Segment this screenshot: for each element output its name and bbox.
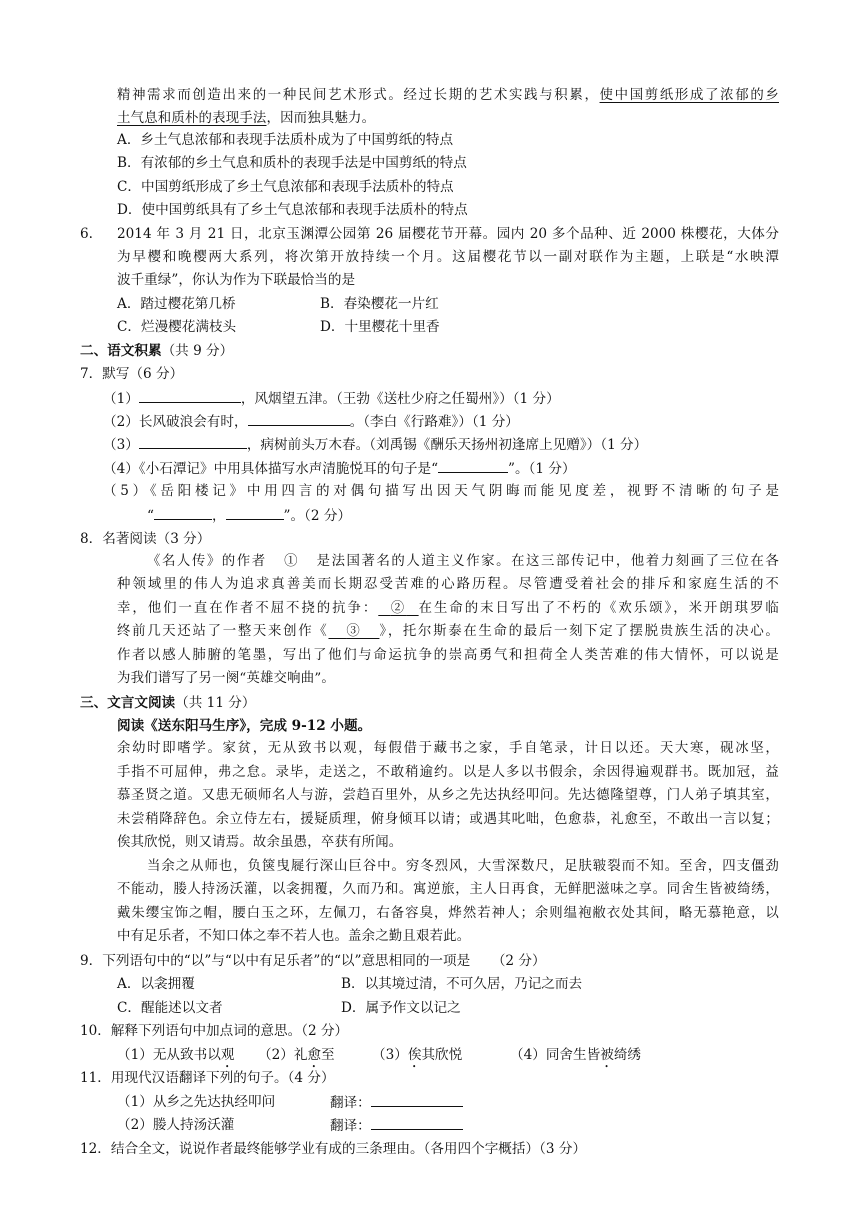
q6-number: 6. bbox=[80, 226, 93, 242]
q7-item-5: （5）《岳阳楼记》中用四言的对偶句描写出因天气阴晦而能见度差，视野不清晰的句子是 bbox=[103, 483, 779, 499]
q11-label: 翻译： bbox=[330, 1118, 371, 1134]
classical-line: 中有足乐者，不知口体之奉不若人也。盖余之勤且艰若此。 bbox=[117, 929, 471, 944]
q5-option-d: D．使中国剪纸具有了乡土气息浓郁和表现手法质朴的特点 bbox=[117, 202, 468, 218]
q10-item-4 bbox=[510, 1045, 641, 1071]
q8-marker-2 bbox=[378, 601, 418, 616]
q10-dotted-word: 俟 bbox=[407, 1047, 422, 1063]
q7-item-1 bbox=[103, 388, 560, 409]
q8-marker-1: ① bbox=[284, 554, 300, 569]
q5-passage-line bbox=[117, 86, 779, 106]
classical-line: 慕圣贤之道。又患无硕师名人与游，尝趋百里外，从乡之先达执经叩问。先达德隆望尊，门人弟子填其室， bbox=[117, 788, 779, 803]
q11-blank-1[interactable] bbox=[371, 1092, 463, 1107]
q5-text: ，因而独具魅力。 bbox=[266, 111, 376, 126]
classical-line: 不能动，媵人持汤沃灌，以衾拥覆，久而乃和。寓逆旅，主人日再食，无鲜肥滋味之享。同舍生皆被绮绣， bbox=[117, 882, 779, 897]
q5-option-c: C．中国剪纸形成了乡土气息浓郁和表现手法质朴的特点 bbox=[117, 179, 454, 195]
q11-blank-2[interactable] bbox=[371, 1115, 463, 1130]
classical-line: 余幼时即嗜学。家贫，无从致书以观，每假借于藏书之家，手自笔录，计日以还。天大寒，砚冰坚， bbox=[117, 741, 779, 756]
q5-underlined: 土气息和质朴的表现手法 bbox=[117, 111, 267, 126]
q8-passage-line bbox=[117, 599, 779, 619]
classical-line: 手指不可屈伸，弗之怠。录毕，走送之，不敢稍逾约。以是人多以书假余，余因得遍观群书。既加冠，益 bbox=[117, 765, 779, 780]
q7-text: ，病树前头万木春。（刘禹锡《酬乐天扬州初逢席上见赠》）（1 分） bbox=[246, 437, 648, 453]
section-title: 二、语文积累 bbox=[80, 343, 162, 359]
reading-instruction: 阅读《送东阳马生序》，完成 9-12 小题。 bbox=[117, 718, 372, 734]
q11-answer-2 bbox=[330, 1115, 463, 1136]
q8-passage-line bbox=[147, 552, 779, 572]
q10-text: （2）礼 bbox=[258, 1047, 308, 1063]
q6-option-c: C．烂漫樱花满枝头 bbox=[117, 319, 237, 335]
q8-text: 《名人传》的作者 bbox=[147, 554, 267, 569]
q11-stem: 11．用现代汉语翻译下列的句子。（4 分） bbox=[80, 1070, 335, 1086]
section-2-heading bbox=[80, 341, 233, 361]
q8-text: 在生命的末日写出了不朽的《欢乐颂》，米开朗琪罗临 bbox=[418, 601, 780, 616]
classical-line: 戴朱缨宝饰之帽，腰白玉之环，左佩刀，右备容臭，烨然若神人；余则缊袍敝衣处其间，略无慕艳意，以 bbox=[117, 906, 779, 921]
q8-passage-line: 为我们谱写了另一阕“英雄交响曲”。 bbox=[117, 671, 335, 686]
q10-stem: 10．解释下列语句中加点词的意思。（2 分） bbox=[80, 1023, 349, 1039]
q6-stem: 波千重绿”，你认为作为下联最恰当的是 bbox=[117, 272, 356, 288]
q8-marker-2-label: ② bbox=[390, 601, 407, 616]
q6-option-a: A．踏过樱花第几桥 bbox=[117, 296, 236, 312]
q11-label: 翻译： bbox=[330, 1095, 371, 1111]
q10-text: 绮绣 bbox=[613, 1047, 641, 1063]
q7-text: ”。（2 分） bbox=[283, 508, 352, 524]
q9-option-c: C．醒能述以文者 bbox=[117, 1000, 223, 1016]
q10-dotted-word: 愈 bbox=[307, 1047, 322, 1063]
q5-text: 精神需求而创造出来的一种民间艺术形式。经过长期的艺术实践与积累， bbox=[117, 88, 600, 103]
q5-option-b: B．有浓郁的乡土气息和质朴的表现手法是中国剪纸的特点 bbox=[117, 155, 467, 171]
q8-passage-line bbox=[117, 622, 779, 642]
q10-text: 其欣悦 bbox=[421, 1047, 463, 1063]
classical-line: 未尝稍降辞色。余立侍左右，援疑质理，俯身倾耳以请；或遇其叱咄，色愈恭，礼愈至，不敢出一言以复； bbox=[117, 812, 779, 827]
classical-line: 俟其欣悦，则又请焉。故余虽愚，卒获有所闻。 bbox=[117, 835, 403, 850]
q11-item-1: （1）从乡之先达执经叩问 bbox=[117, 1094, 276, 1110]
q9-option-b: B．以其境过清，不可久居，乃记之而去 bbox=[341, 976, 583, 992]
q7-item-3 bbox=[103, 434, 647, 455]
q8-heading: 8．名著阅读（3 分） bbox=[80, 531, 211, 547]
q6-option-b: B．春染樱花一片红 bbox=[320, 296, 439, 312]
q6-stem: 2014 年 3 月 21 日，北京玉渊潭公园第 26 届樱花节开幕。园内 20 多个品种、近 2000 株樱花，大体分 bbox=[117, 226, 779, 242]
q7-text: 。（李白《行路难》）（1 分） bbox=[349, 414, 519, 430]
q10-text: （4）同舍生皆 bbox=[510, 1047, 601, 1063]
q11-item-2: （2）媵人持汤沃灌 bbox=[117, 1117, 235, 1133]
q8-passage-line: 作者以感人肺腑的笔墨，写出了他们与命运抗争的崇高勇气和担荷全人类苦难的伟大情怀，可以说是 bbox=[117, 648, 779, 663]
q7-text: （2）长风破浪会有时， bbox=[103, 414, 248, 430]
q10-text: 至 bbox=[321, 1047, 335, 1063]
section-title: 三、文言文阅读 bbox=[80, 695, 176, 711]
q8-text: 是法国著名的人道主义作家。在这三部传记中，他着力刻画了三位在各 bbox=[316, 554, 780, 569]
section-3-heading bbox=[80, 693, 255, 713]
q9-stem bbox=[80, 951, 546, 971]
q10-text: （3） bbox=[372, 1047, 408, 1063]
q9-text: 9．下列语句中的“以”与“以中有足乐者”的“以”意思相同的一项是 bbox=[80, 953, 471, 969]
q9-option-a: A．以衾拥覆 bbox=[117, 976, 195, 992]
q9-option-d: D．属予作文以记之 bbox=[341, 1000, 461, 1016]
q5-underlined: 使中国剪纸形成了浓郁的乡 bbox=[599, 88, 779, 103]
q10-dotted-word: 观 bbox=[220, 1047, 235, 1063]
q12-stem: 12．结合全文，说说作者最终能够学业有成的三条理由。（各用四个字概括）（3 分） bbox=[80, 1141, 587, 1157]
q7-blank-2[interactable] bbox=[248, 411, 350, 426]
q7-heading: 7．默写（6 分） bbox=[80, 366, 184, 382]
q7-text: ， bbox=[211, 508, 226, 524]
q7-text: （1） bbox=[103, 391, 139, 407]
q7-item-5-answer bbox=[147, 505, 351, 526]
q6-stem: 为早樱和晚樱两大系列，将次第开放持续一个月。这届樱花节以一副对联作为主题，上联是“水映潭 bbox=[117, 249, 779, 265]
q8-passage-line: 种领域里的伟人为追求真善美而长期忍受苦难的心路历程。尽管遭受着社会的排斥和家庭生活的不 bbox=[117, 577, 779, 592]
q10-text: （1）无从致书以 bbox=[117, 1047, 221, 1063]
q7-text: ”。（1 分） bbox=[508, 461, 576, 477]
q9-score: （2 分） bbox=[491, 953, 546, 969]
q11-answer-1 bbox=[330, 1092, 463, 1113]
q7-blank-4[interactable] bbox=[438, 458, 508, 473]
q7-text: （3） bbox=[103, 437, 139, 453]
q7-blank-3[interactable] bbox=[139, 434, 247, 449]
q7-text: “ bbox=[147, 508, 154, 524]
q7-item-2 bbox=[103, 411, 519, 432]
q7-text: （4）《小石潭记》中用具体描写水声清脆悦耳的句子是“ bbox=[103, 461, 439, 477]
q7-blank-1[interactable] bbox=[139, 388, 241, 403]
q7-item-4 bbox=[103, 458, 576, 479]
q6-option-d: D．十里樱花十里香 bbox=[320, 319, 440, 335]
q8-marker-3-label: ③ bbox=[346, 624, 362, 639]
q5-passage-line bbox=[117, 109, 375, 129]
q5-option-a: A．乡土气息浓郁和表现手法质朴成为了中国剪纸的特点 bbox=[117, 132, 454, 148]
q7-text: ，风烟望五津。（王勃《送杜少府之任蜀州》）（1 分） bbox=[240, 391, 560, 407]
q8-text: 》，托尔斯泰在生命的最后一刻下定了摆脱贵族生活的决心。 bbox=[379, 624, 780, 639]
section-score: （共 9 分） bbox=[161, 343, 234, 359]
classical-line: 当余之从师也，负箧曳屣行深山巨谷中。穷冬烈风，大雪深数尺，足肤皲裂而不知。至舍，四支僵劲 bbox=[147, 859, 779, 874]
q7-blank-5[interactable] bbox=[154, 505, 212, 520]
q10-item-3 bbox=[372, 1045, 462, 1071]
q8-marker-3 bbox=[328, 624, 379, 639]
q8-text: 终前几天还站了一整天来创作《 bbox=[117, 624, 329, 639]
q7-blank-6[interactable] bbox=[226, 505, 284, 520]
q8-text: 幸，他们一直在作者不屈不挠的抗争： bbox=[117, 601, 379, 616]
section-score: （共 11 分） bbox=[175, 695, 256, 711]
q10-dotted-word: 被 bbox=[600, 1047, 614, 1063]
